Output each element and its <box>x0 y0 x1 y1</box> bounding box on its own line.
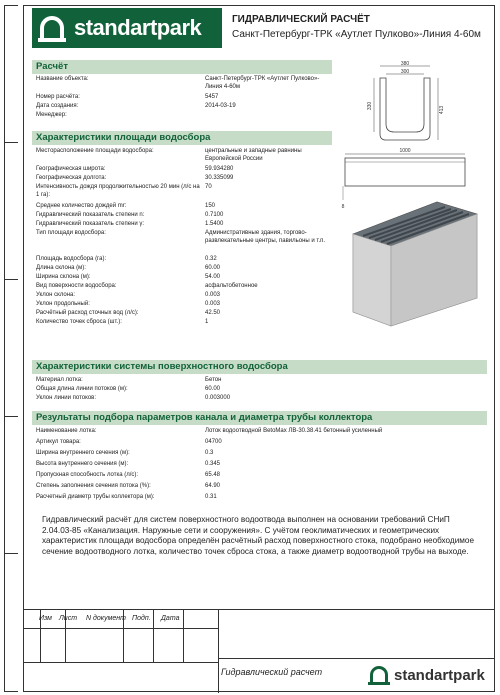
row-value: 150 <box>205 203 216 209</box>
row-value: 04700 <box>205 439 222 445</box>
row-value: Санкт-Петербург-ТРК «Аутлет Пулково»-Линия 4-60м <box>205 76 320 90</box>
row-value: 0.32 <box>205 256 217 262</box>
row-value: 1.5400 <box>205 221 224 227</box>
section-calc: Расчёт <box>32 60 332 74</box>
dim-length: 1000 <box>399 148 411 154</box>
row-key: Материал лотка: <box>36 377 83 383</box>
row-value: 0.003 <box>205 292 221 298</box>
row-key: Уклон линии потоков: <box>36 395 97 401</box>
concrete-channel-product-image <box>345 190 485 330</box>
arch-logo-icon <box>38 13 68 43</box>
stamp-col-doc: N документ <box>86 615 126 622</box>
row-value: 59.934280 <box>205 166 234 172</box>
stamp-logo-text: standartpark <box>394 666 485 684</box>
document-title: ГИДРАВЛИЧЕСКИЙ РАСЧЁТ <box>232 14 370 25</box>
row-key: Географическая широта: <box>36 166 106 172</box>
section-results: Результаты подбора параметров канала и диаметра трубы коллектора <box>32 411 487 425</box>
row-value: 0.31 <box>205 494 217 500</box>
row-key: Номер расчёта: <box>36 94 80 100</box>
row-key: Расчётный расход сточных вод (л/с): <box>36 310 139 316</box>
row-key: Дата создания: <box>36 103 79 109</box>
dim-top-inner: 300 <box>400 69 410 75</box>
row-value: 0.345 <box>205 461 221 467</box>
row-key: Общая длина линии потоков (м): <box>36 386 128 392</box>
row-key: Название объекта: <box>36 76 89 82</box>
row-value: 5457 <box>205 94 219 100</box>
row-key: Наименование лотка: <box>36 428 97 434</box>
stamp-col-sign: Подп. <box>132 615 151 622</box>
row-value: 60.00 <box>205 265 221 271</box>
row-key: Менеджер: <box>36 112 67 118</box>
row-key: Тип площади водосбора: <box>36 230 106 236</box>
stamp-title: Гидравлический расчет <box>221 667 323 677</box>
row-value: 30.335099 <box>205 175 234 181</box>
row-value: 0.003000 <box>205 395 231 401</box>
stamp-col-date: Дата <box>161 615 180 622</box>
row-value: 0.3 <box>205 450 214 456</box>
row-value: 0.003 <box>205 301 221 307</box>
row-key: Уклон продольный: <box>36 301 90 307</box>
row-key: Интенсивность дождя продолжительностью 20 мин (л/с на 1 га): <box>36 184 200 198</box>
row-key: Длина склона (м): <box>36 265 86 271</box>
row-value: 42.50 <box>205 310 221 316</box>
row-value: Лоток водоотводной BetoMax ЛВ-30.38.41 бетонный усиленный <box>205 428 383 434</box>
row-key: Ширина внутреннего сечения (м): <box>36 450 130 456</box>
stamp-logo <box>368 662 498 688</box>
dim-top-outer: 380 <box>400 61 410 67</box>
summary-text: Гидравлический расчёт для систем поверхностного водоотвода выполнен на основании требований СНиП 2.04.03-85 «Канализация. Наружные сети и сооружения». С учётом геоклиматических и геометрических характеристик площади водосбора определён расчётный расход поверхностного стока, подобрано необходимое сечение водоотводного лотка, количество точек сброса стока, а также диаметр водоотводной трубы на выходе. <box>42 515 475 556</box>
row-value: 60.00 <box>205 386 221 392</box>
row-value: 2014-03-19 <box>205 103 236 109</box>
row-key: Географическая долгота: <box>36 175 107 181</box>
logo-text: standartpark <box>74 15 202 40</box>
row-key: Вид поверхности водосбора: <box>36 283 117 289</box>
row-key: Степень заполнения сечения потока (%): <box>36 483 151 489</box>
row-value: асфальтобетонное <box>205 283 258 289</box>
stamp-col-list: Лист <box>59 615 78 622</box>
row-value: 64.90 <box>205 483 221 489</box>
row-key: Среднее количество дождей mr: <box>36 203 127 209</box>
row-key: Уклон склона: <box>36 292 76 298</box>
brand-logo <box>32 8 222 48</box>
row-key: Ширина склона (м): <box>36 274 91 280</box>
stamp-col-izm: Изм <box>39 615 52 622</box>
row-key: Месторасположение площади водосбора: <box>36 148 154 154</box>
row-key: Гидравлический показатель степени γ: <box>36 221 145 227</box>
arch-logo-icon <box>368 664 390 686</box>
dim-height-inner: 330 <box>367 101 373 111</box>
section-system: Характеристики системы поверхностного водосбора <box>32 360 487 374</box>
row-key: Гидравлический показатель степени n: <box>36 212 145 218</box>
row-value: 54.00 <box>205 274 221 280</box>
title-block <box>23 609 495 692</box>
dim-height-outer: 413 <box>439 105 445 115</box>
row-value: 1 <box>205 319 209 325</box>
row-key: Высота внутреннего сечения (м): <box>36 461 129 467</box>
row-value: Административные здания, торгово-развлекательные центры, павильоны и т.п. <box>205 230 326 244</box>
row-value: 70 <box>205 184 212 190</box>
row-key: Пропускная способность лотка (л/с): <box>36 472 139 478</box>
dim-small: 8 <box>341 204 345 210</box>
row-key: Площадь водосбора (га): <box>36 256 107 262</box>
row-key: Количество точек сброса (шт.): <box>36 319 122 325</box>
channel-cross-section-drawing <box>358 60 452 146</box>
document-subtitle: Санкт-Петербург-ТРК «Аутлет Пулково»-Линия 4-60м <box>232 29 481 40</box>
row-value: Бетон <box>205 377 222 383</box>
row-value: 0.7100 <box>205 212 224 218</box>
row-value: центральные и западные равнины Европейской России <box>205 148 302 162</box>
binding-strip <box>4 5 18 692</box>
row-value: 65.48 <box>205 472 221 478</box>
section-catchment: Характеристики площади водосбора <box>32 131 332 145</box>
row-key: Расчетный диаметр трубы коллектора (м): <box>36 494 155 500</box>
row-key: Артикул товара: <box>36 439 81 445</box>
